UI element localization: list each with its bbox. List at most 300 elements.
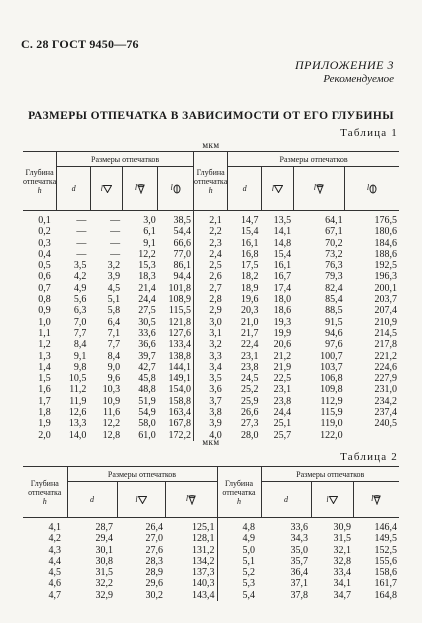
triangle-icon — [329, 496, 338, 504]
table-cell: — — [110, 226, 121, 238]
table-cell: 3,1 — [194, 328, 228, 339]
table-cell: 82,4 — [325, 282, 343, 294]
table-cell: 224,6 — [374, 361, 397, 373]
table-cell: 32,2 — [95, 578, 113, 590]
table-cell: 32,8 — [333, 555, 351, 567]
table-cell: 30,9 — [333, 522, 351, 533]
table-cell: 20,6 — [273, 339, 292, 351]
table-cell: 2,9 — [194, 305, 228, 316]
triangle-icon — [138, 496, 147, 504]
table-cell: 30,8 — [95, 555, 113, 567]
table-cell: 54,4 — [173, 226, 192, 238]
table-cell: 23,8 — [240, 361, 259, 373]
table-cell: 18,2 — [240, 271, 259, 283]
table-cell: 24,5 — [240, 373, 259, 385]
document-title: РАЗМЕРЫ ОТПЕЧАТКА В ЗАВИСИМОСТИ ОТ ЕГО ГЛУБИНЫ — [28, 110, 394, 122]
table-row — [23, 384, 399, 395]
table-cell: 3,5 — [73, 260, 87, 272]
table-cell: 154,0 — [168, 384, 192, 396]
table-cell: 27,5 — [138, 305, 156, 317]
triangle-icon — [100, 183, 112, 193]
table-cell: 3,0 — [194, 317, 228, 328]
table-cell: 30,1 — [95, 544, 113, 556]
table-cell: 176,5 — [374, 215, 397, 226]
table-cell: 21,2 — [273, 350, 292, 362]
col-l-cone — [122, 167, 158, 211]
table-cell: 1,6 — [38, 384, 51, 396]
symbol-l: l — [185, 494, 189, 504]
table-cell: 20,3 — [240, 305, 259, 317]
table-cell: 23,1 — [273, 384, 292, 396]
table-cell: 19,9 — [273, 327, 292, 339]
table-cell: 5,6 — [73, 294, 87, 306]
table-cell: 128,1 — [192, 533, 215, 545]
table-cell: 1,0 — [38, 316, 51, 328]
table-cell: 26,6 — [240, 407, 259, 419]
table-cell: 9,6 — [107, 373, 121, 385]
table-cell: 51,9 — [138, 395, 156, 407]
table-cell: 4,2 — [48, 533, 61, 545]
table-cell: 70,2 — [325, 237, 343, 249]
cone-icon — [134, 183, 145, 194]
table-cell: 101,8 — [168, 282, 192, 294]
symbol-l: l — [100, 183, 103, 193]
depth-header-label: Глубина отпечатка — [23, 167, 57, 186]
table-cell: 14,1 — [273, 226, 292, 238]
table-cell: 94,6 — [325, 327, 343, 339]
table-cell: 8,4 — [107, 350, 121, 362]
table-cell: 203,7 — [374, 294, 397, 306]
table-cell: 234,2 — [374, 395, 397, 407]
table-cell: 122,0 — [320, 429, 343, 441]
table-cell: 35,7 — [290, 555, 308, 567]
table-cell: 3,2 — [107, 260, 121, 272]
table-cell: 10,3 — [102, 384, 121, 396]
table-cell: 2,2 — [194, 226, 228, 237]
triangle-icon — [271, 183, 283, 193]
table-cell: 4,4 — [48, 555, 61, 567]
table1-sizes-header-left: Размеры отпечатков — [57, 152, 194, 167]
table-cell: 0,6 — [38, 271, 51, 283]
table-cell: 2,1 — [194, 211, 228, 227]
table-cell: 12,2 — [138, 248, 156, 260]
table-cell: 4,3 — [48, 544, 61, 556]
col-l-ball — [345, 167, 399, 211]
table-row — [23, 339, 399, 350]
table-cell: 106,8 — [320, 373, 343, 385]
table-cell: 127,6 — [168, 327, 192, 339]
table-cell: 137,3 — [192, 567, 215, 579]
table-cell: 94,4 — [173, 271, 192, 283]
table-cell: 2,8 — [194, 294, 228, 305]
table-cell: 32,9 — [95, 589, 113, 601]
col-l-triangle — [311, 482, 353, 518]
table-cell: 188,6 — [374, 248, 397, 260]
page-reference: С. 28 ГОСТ 9450—76 — [21, 37, 139, 51]
table-cell: 33,6 — [138, 327, 156, 339]
table-row — [23, 578, 399, 589]
table-cell: 19,3 — [273, 316, 292, 328]
table-cell: 9,0 — [107, 361, 121, 373]
table-cell: 11,9 — [69, 395, 87, 407]
table-cell: — — [76, 226, 87, 238]
table-row — [23, 545, 399, 556]
table-cell: 2,5 — [194, 260, 228, 271]
table-cell: 36,4 — [290, 567, 308, 579]
table-cell: 3,9 — [194, 418, 228, 429]
table-cell: 3,9 — [107, 271, 121, 283]
table-cell: 27,3 — [240, 418, 259, 430]
table-cell: 0,8 — [38, 294, 51, 306]
table-cell: 240,5 — [374, 418, 397, 430]
col-l-triangle — [261, 167, 293, 211]
table-cell: 5,2 — [217, 567, 261, 578]
depth-symbol: h — [37, 185, 42, 195]
table-cell: 3,8 — [194, 407, 228, 418]
table-cell: 24,4 — [138, 294, 156, 306]
table2-depth-header-left — [23, 467, 67, 518]
depth-symbol: h — [208, 185, 213, 195]
table-row — [23, 328, 399, 339]
table-cell: 7,0 — [73, 316, 87, 328]
table-cell: 26,4 — [145, 522, 163, 533]
table-cell: 54,9 — [138, 407, 156, 419]
table-cell: 21,7 — [240, 327, 259, 339]
table-cell: 207,4 — [374, 305, 397, 317]
table-cell: 3,4 — [194, 362, 228, 373]
table-cell: 4,9 — [73, 282, 87, 294]
table-cell: 61,0 — [138, 429, 156, 441]
table-cell: 7,7 — [73, 327, 87, 339]
table-cell: 158,8 — [168, 395, 192, 407]
table-cell: 5,1 — [217, 556, 261, 567]
table-cell: 5,8 — [107, 305, 121, 317]
table-cell: 3,5 — [194, 373, 228, 384]
table-cell: 15,4 — [240, 226, 259, 238]
table-cell: 14,7 — [240, 215, 259, 226]
table-cell: 221,2 — [374, 350, 397, 362]
table-row — [23, 211, 399, 227]
table-cell: 30,2 — [145, 589, 163, 601]
table-cell: 0,9 — [38, 305, 51, 317]
table-cell: 100,7 — [320, 350, 343, 362]
table-cell: 4,7 — [48, 589, 61, 601]
table-cell: 4,5 — [107, 282, 121, 294]
table-cell: 1,3 — [38, 350, 51, 362]
depth-header-label: Глубина отпечатка — [28, 478, 62, 497]
table-cell: 2,4 — [194, 249, 228, 260]
table-cell: 2,3 — [194, 238, 228, 249]
table-cell: 3,6 — [194, 384, 228, 395]
table-cell: 45,8 — [138, 373, 156, 385]
table-cell: 33,4 — [333, 567, 351, 579]
table-cell: — — [76, 215, 87, 226]
table-cell: 180,6 — [374, 226, 397, 238]
table-cell: 79,3 — [325, 271, 343, 283]
table-cell: 33,6 — [290, 522, 308, 533]
col-l-triangle — [117, 482, 165, 518]
table-cell: 146,4 — [374, 522, 397, 533]
symbol-l: l — [135, 494, 138, 504]
table-cell: 112,9 — [320, 395, 343, 407]
table-cell: 3,0 — [143, 215, 156, 226]
table-cell: 25,1 — [273, 418, 292, 430]
table-cell: 7,1 — [107, 327, 121, 339]
table-cell: 76,3 — [325, 260, 343, 272]
table-cell: 149,1 — [168, 373, 192, 385]
table-cell: 149,5 — [374, 533, 397, 545]
table-cell: 13,3 — [68, 418, 87, 430]
table-cell: 67,1 — [325, 226, 343, 238]
table-cell: 4,0 — [194, 430, 228, 441]
table-cell: 10,9 — [102, 395, 121, 407]
table-row — [23, 533, 399, 544]
symbol-l: l — [366, 183, 370, 193]
table-row — [23, 373, 399, 384]
table-cell: 2,0 — [38, 429, 51, 441]
table1 — [23, 151, 399, 441]
col-l-triangle — [90, 167, 122, 211]
table-row — [23, 418, 399, 429]
table-cell: 152,5 — [374, 544, 397, 556]
table-cell: 31,5 — [95, 567, 113, 579]
table-cell: 19,6 — [240, 294, 259, 306]
table-cell: 28,0 — [240, 429, 259, 441]
symbol-l: l — [134, 183, 138, 193]
table-cell: 88,5 — [325, 305, 343, 317]
table-cell: 143,4 — [192, 589, 215, 601]
table-cell: 227,9 — [374, 373, 397, 385]
table-cell: 196,3 — [374, 271, 397, 283]
table-cell: 217,8 — [374, 339, 397, 351]
table-cell: 167,8 — [168, 418, 192, 430]
table-cell: 4,1 — [48, 522, 61, 533]
table1-caption: Таблица 1 — [340, 127, 398, 139]
table-cell: 16,8 — [240, 248, 259, 260]
table-cell: 25,7 — [273, 429, 292, 441]
table1-unit: мкм — [202, 140, 220, 150]
table-cell: 200,1 — [374, 282, 397, 294]
table-cell: 12,6 — [68, 407, 87, 419]
table-row — [23, 271, 399, 282]
ball-icon — [366, 183, 377, 194]
table-cell: 21,9 — [273, 361, 292, 373]
table-cell: 21,0 — [240, 316, 259, 328]
table-cell: 18,9 — [240, 282, 259, 294]
table-cell: 14,8 — [273, 237, 292, 249]
table-cell: 155,6 — [374, 555, 397, 567]
table-row — [23, 567, 399, 578]
table-cell: 58,0 — [138, 418, 156, 430]
table-cell: — — [110, 237, 121, 249]
table-cell: 34,1 — [333, 578, 351, 590]
table-cell: 210,9 — [374, 316, 397, 328]
table-cell: 15,3 — [138, 260, 156, 272]
table2-depth-header-right — [217, 467, 261, 518]
table-cell: 37,1 — [290, 578, 308, 590]
table-cell: 32,1 — [333, 544, 351, 556]
table-cell: 184,6 — [374, 237, 397, 249]
table-cell: 37,8 — [290, 589, 308, 601]
table-cell: 108,9 — [168, 294, 192, 306]
table-cell: 1,7 — [38, 395, 51, 407]
table-cell: 16,1 — [240, 237, 259, 249]
table-cell: 1,1 — [38, 327, 51, 339]
col-d: d — [228, 167, 262, 211]
table-cell: 163,4 — [168, 407, 192, 419]
table-cell: 64,1 — [325, 215, 343, 226]
table-cell: 28,3 — [145, 555, 163, 567]
symbol-l: l — [326, 494, 329, 504]
table-cell: 15,4 — [273, 248, 292, 260]
table-cell: 1,9 — [38, 418, 51, 430]
table-cell: 34,7 — [333, 589, 351, 601]
table-cell: 10,5 — [68, 373, 87, 385]
cone-icon — [185, 494, 196, 505]
table-cell: 144,1 — [168, 361, 192, 373]
table-cell: 0,1 — [38, 215, 51, 226]
table-cell: 18,6 — [273, 305, 292, 317]
table-cell: 31,5 — [333, 533, 351, 545]
table-cell: 134,2 — [192, 555, 215, 567]
appendix-note: Рекомендуемое — [323, 73, 394, 85]
table-row — [23, 294, 399, 305]
table-row — [23, 317, 399, 328]
table-cell: 1,4 — [38, 361, 51, 373]
table-cell: 4,6 — [48, 578, 61, 590]
table-cell: 0,3 — [38, 237, 51, 249]
table-row — [23, 396, 399, 407]
symbol-l: l — [313, 183, 316, 193]
table-cell: 1,5 — [38, 373, 51, 385]
table-cell: 27,6 — [145, 544, 163, 556]
col-l-ball — [158, 167, 194, 211]
depth-header-label: Глубина отпечатка — [222, 478, 256, 497]
table-row — [23, 305, 399, 316]
table-cell: 0,5 — [38, 260, 51, 272]
table-cell: — — [76, 237, 87, 249]
table-cell: 164,8 — [374, 589, 397, 601]
table-row — [23, 226, 399, 237]
table-cell: 12,8 — [102, 429, 121, 441]
table-cell: 5,3 — [217, 578, 261, 589]
table1-depth-header-right — [194, 152, 228, 211]
col-d: d — [57, 167, 91, 211]
table-cell: 119,0 — [320, 418, 343, 430]
table-cell: 2,7 — [194, 283, 228, 294]
table-cell: 0,7 — [38, 282, 51, 294]
table-cell: 14,0 — [68, 429, 87, 441]
table-cell: 158,6 — [374, 567, 397, 579]
table-cell: 18,0 — [273, 294, 292, 306]
table-row — [23, 362, 399, 373]
table-cell: 17,5 — [240, 260, 259, 272]
col-l-cone — [353, 482, 399, 518]
table-cell: 109,8 — [320, 384, 343, 396]
table-cell: 11,6 — [103, 407, 121, 419]
table-cell: 161,7 — [374, 578, 397, 590]
table-cell: 133,4 — [168, 339, 192, 351]
symbol-l: l — [371, 494, 374, 504]
table-cell: 115,5 — [168, 305, 192, 317]
table-cell: 7,7 — [107, 339, 121, 351]
col-d: d — [261, 482, 311, 518]
table-cell: 18,3 — [138, 271, 156, 283]
table-cell: 5,0 — [217, 545, 261, 556]
table-cell: 23,1 — [240, 350, 259, 362]
table-cell: 115,9 — [320, 407, 343, 419]
table-cell: 5,4 — [217, 590, 261, 601]
table-cell: 86,1 — [173, 260, 192, 272]
table-cell: 24,4 — [273, 407, 292, 419]
table-row — [23, 260, 399, 271]
table-cell: — — [76, 248, 87, 260]
table-cell: 214,5 — [374, 327, 397, 339]
table-cell: 125,1 — [192, 522, 215, 533]
table-cell: 28,9 — [145, 567, 163, 579]
table-cell: 192,5 — [374, 260, 397, 272]
depth-symbol: h — [42, 496, 47, 506]
table2-sizes-header-left: Размеры отпечатков — [67, 467, 217, 482]
symbol-l: l — [170, 183, 173, 193]
col-d: d — [67, 482, 117, 518]
table-cell: 172,2 — [168, 429, 192, 441]
table-cell: 22,5 — [273, 373, 292, 385]
table-cell: 29,6 — [145, 578, 163, 590]
table-cell: 4,5 — [48, 567, 61, 579]
table-cell: 121,8 — [168, 316, 192, 328]
table-cell: 16,7 — [273, 271, 292, 283]
table-cell: 28,7 — [95, 522, 113, 533]
col-l-cone — [293, 167, 344, 211]
table-row — [23, 590, 399, 601]
cone-icon — [373, 495, 381, 505]
table-cell: 17,4 — [273, 282, 292, 294]
table-row — [23, 249, 399, 260]
table-row — [23, 351, 399, 362]
table-cell: 9,1 — [73, 350, 87, 362]
table-cell: 237,4 — [374, 407, 397, 419]
table-cell: 30,5 — [138, 316, 156, 328]
table-cell: 42,7 — [138, 361, 156, 373]
table-cell: 1,8 — [38, 407, 51, 419]
table1-sizes-header-right: Размеры отпечатков — [228, 152, 399, 167]
table-cell: 4,2 — [73, 271, 87, 283]
table-cell: 9,1 — [143, 237, 156, 249]
table-cell: 38,5 — [173, 215, 192, 226]
table-cell: 39,7 — [138, 350, 156, 362]
table-cell: 66,6 — [173, 237, 192, 249]
table-row — [23, 238, 399, 249]
table-cell: 13,5 — [273, 215, 292, 226]
table-cell: 8,4 — [73, 339, 87, 351]
table-cell: 4,9 — [217, 533, 261, 544]
table-cell: 0,4 — [38, 248, 51, 260]
table-cell: 231,0 — [374, 384, 397, 396]
table-cell: 138,8 — [168, 350, 192, 362]
table-cell: 21,4 — [138, 282, 156, 294]
table2-sizes-header-right: Размеры отпечатков — [261, 467, 399, 482]
table-cell: 3,2 — [194, 339, 228, 350]
table2-unit: мкм — [202, 437, 220, 447]
table-cell: 36,6 — [138, 339, 156, 351]
symbol-l: l — [271, 183, 274, 193]
table-cell: 29,4 — [95, 533, 113, 545]
ball-icon — [170, 183, 181, 194]
table-cell: — — [110, 248, 121, 260]
table2 — [23, 466, 399, 601]
table-cell: 0,2 — [38, 226, 51, 238]
